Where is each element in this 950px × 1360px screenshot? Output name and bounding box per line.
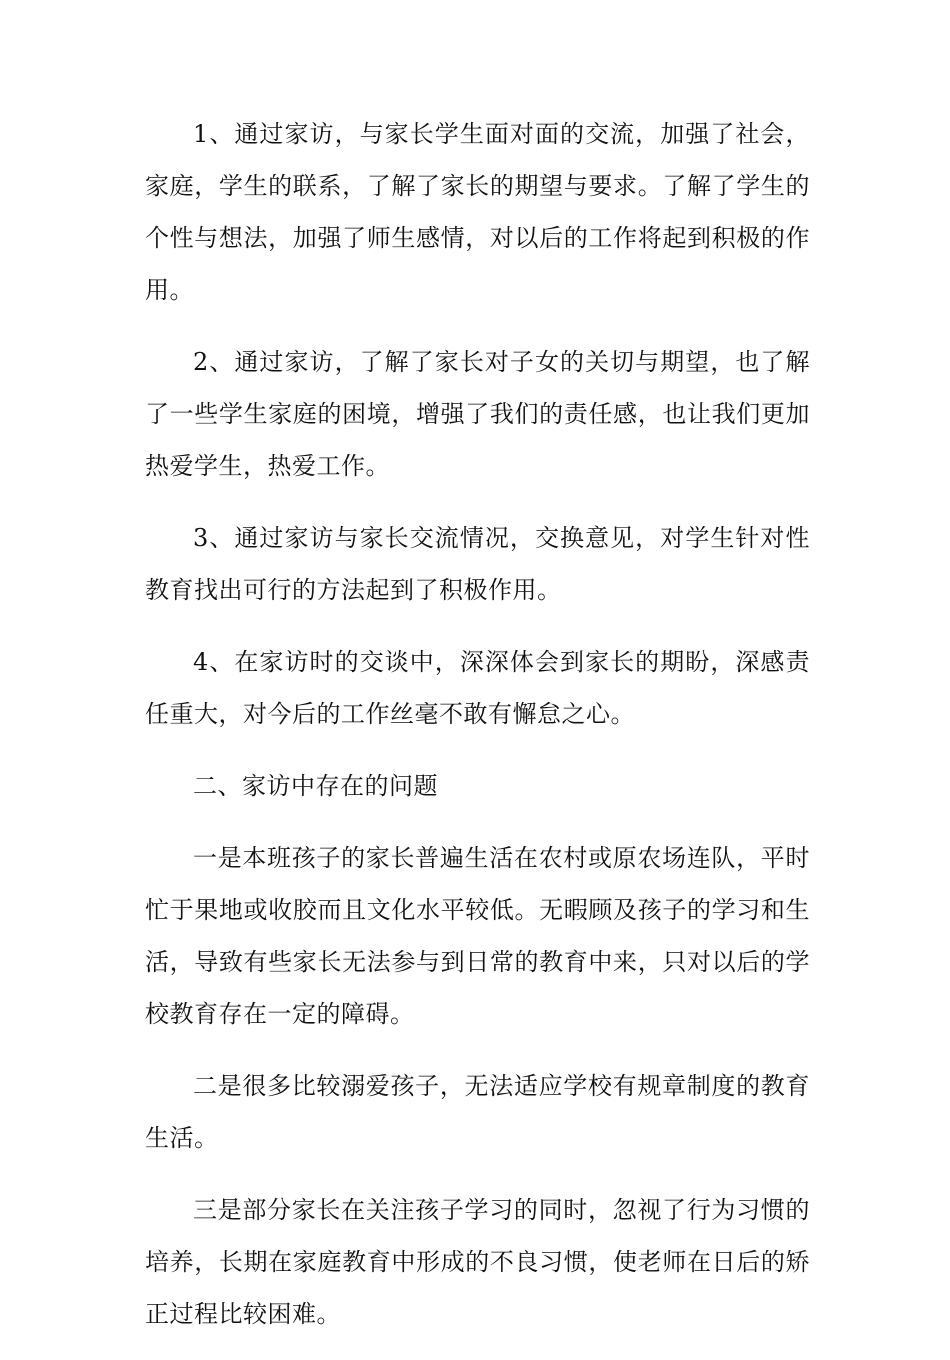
paragraph-problem-3: 三是部分家长在关注孩子学习的同时，忽视了行为习惯的培养，长期在家庭教育中形成的不良习惯，使老师在日后的矫正过程比较困难。 [145, 1196, 810, 1328]
document-body [145, 108, 810, 1360]
paragraph-benefit-2: 2、通过家访，了解了家长对子女的关切与期望，也了解了一些学生家庭的困境，增强了我们的责任感，也让我们更加热爱学生，热爱工作。 [145, 348, 810, 480]
paragraph-problem-1: 一是本班孩子的家长普遍生活在农村或原农场连队，平时忙于果地或收胶而且文化水平较低。无暇顾及孩子的学习和生活，导致有些家长无法参与到日常的教育中来，只对以后的学校教育存在一定的障碍。 [145, 844, 810, 1028]
paragraph-benefit-1: 1、通过家访，与家长学生面对面的交流，加强了社会，家庭，学生的联系，了解了家长的期望与要求。了解了学生的个性与想法，加强了师生感情，对以后的工作将起到积极的作用。 [145, 120, 810, 304]
paragraph-benefit-4: 4、在家访时的交谈中，深深体会到家长的期盼，深感责任重大，对今后的工作丝毫不敢有懈怠之心。 [145, 648, 810, 728]
paragraph-problem-2: 二是很多比较溺爱孩子，无法适应学校有规章制度的教育生活。 [145, 1072, 810, 1152]
section-heading-problems: 二、家访中存在的问题 [193, 772, 438, 800]
paragraph-benefit-3: 3、通过家访与家长交流情况，交换意见，对学生针对性教育找出可行的方法起到了积极作用。 [145, 524, 810, 604]
